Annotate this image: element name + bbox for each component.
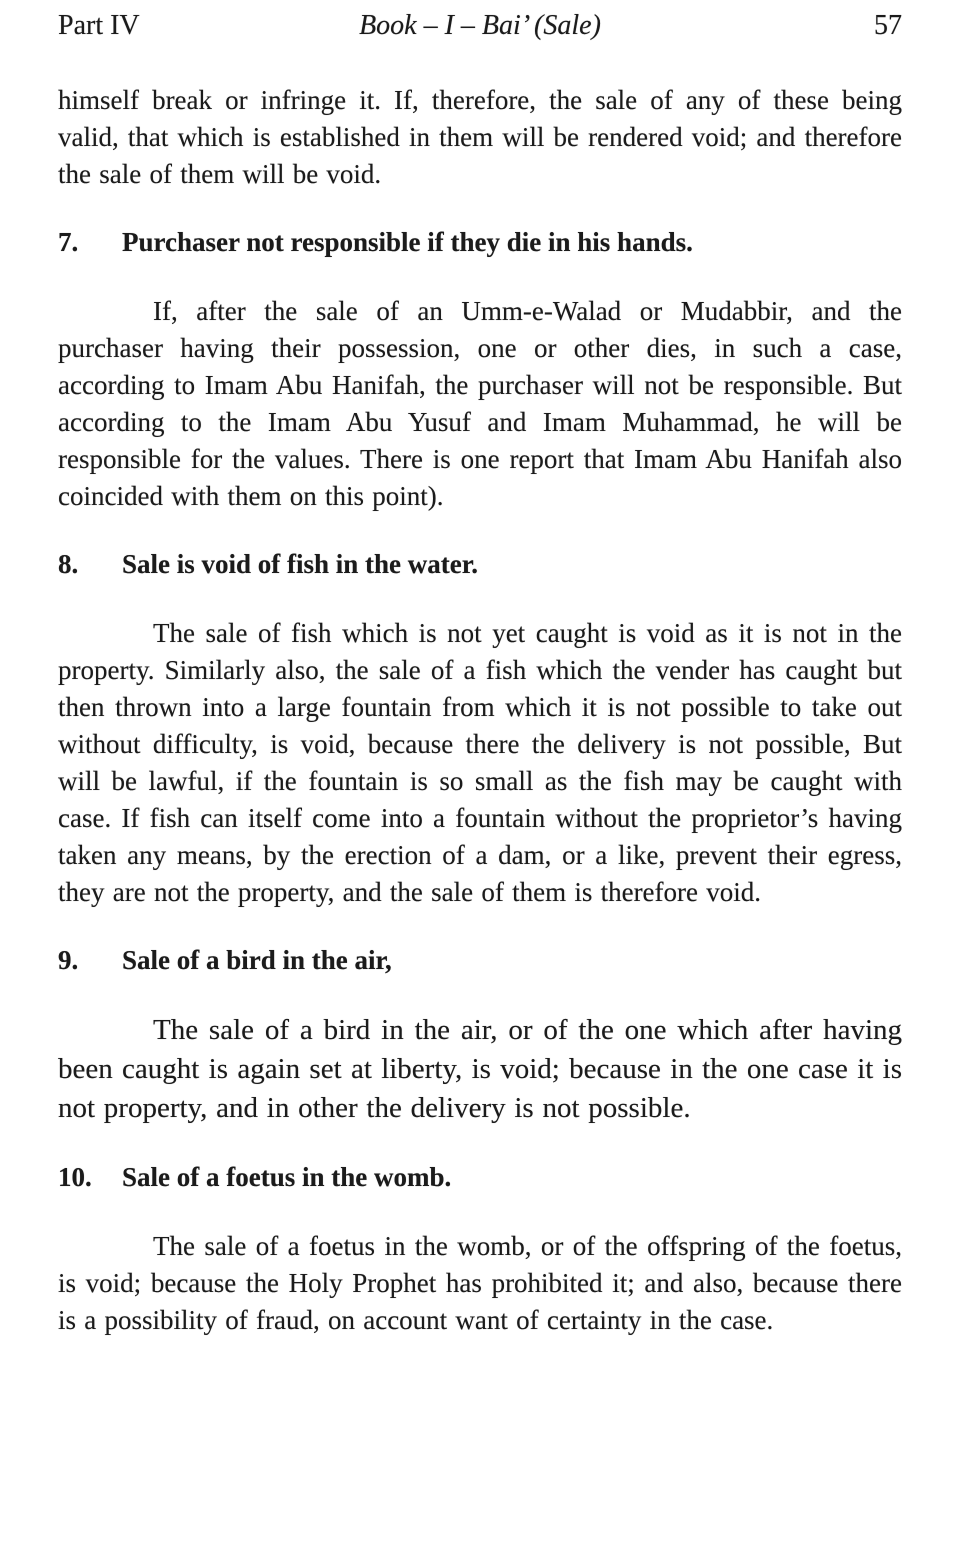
page-content — [58, 82, 902, 1339]
section-10-title: Sale of a foetus in the womb. — [122, 1162, 452, 1192]
section-7-title: Purchaser not responsible if they die in his hands. — [122, 227, 693, 257]
section-8-number: 8. — [58, 549, 79, 579]
section-10-number: 10. — [58, 1162, 92, 1192]
book-title: Book – I – Bai’ (Sale) — [359, 10, 601, 41]
section-9-number: 9. — [58, 945, 79, 975]
page-header — [58, 10, 902, 42]
section-9-title: Sale of a bird in the air, — [122, 945, 392, 975]
section-9-paragraph: The sale of a bird in the air, or of the one which after having been caught is again set at liberty, is void; because in the one case it is not property, and in other the delivery is not possible. — [58, 1014, 902, 1124]
page-number: 57 — [874, 10, 902, 41]
intro-paragraph: himself break or infringe it. If, therefore, the sale of any of these being valid, that which is established in them will be rendered void; and therefore the sale of them will be void. — [58, 85, 902, 189]
section-7-number: 7. — [58, 227, 79, 257]
section-8-heading — [58, 547, 902, 581]
section-9-heading — [58, 943, 902, 977]
section-7-paragraph: If, after the sale of an Umm-e-Walad or Mudabbir, and the purchaser having their possession, one or other dies, in such a case, according to Imam Abu Hanifah, the purchaser will not be responsible. But according to the Imam Abu Yusuf and Imam Muhammad, he will be responsible for the values. There is one report that Imam Abu Hanifah also coincided with them on this point). — [58, 296, 902, 511]
section-7-heading — [58, 225, 902, 259]
section-8-title: Sale is void of fish in the water. — [122, 549, 479, 579]
part-label: Part IV — [58, 10, 140, 41]
section-10-heading — [58, 1160, 902, 1194]
section-8-paragraph: The sale of fish which is not yet caught is void as it is not in the property. Similarly also, the sale of a fish which the vender has caught but then thrown into a large fountain from which it is not possible to take out without difficulty, is void, because there the delivery is not possible, But will be lawful, if the fountain is so small as the fish may be caught with case. If fish can itself come into a fountain without the proprietor’s having taken any means, by the erection of a dam, or a like, prevent their egress, they are not the property, and the sale of them is therefore void. — [58, 618, 902, 907]
section-10-paragraph: The sale of a foetus in the womb, or of the offspring of the foetus, is void; because the Holy Prophet has prohibited it; and also, because there is a possibility of fraud, on account want of certainty in the case. — [58, 1231, 902, 1335]
